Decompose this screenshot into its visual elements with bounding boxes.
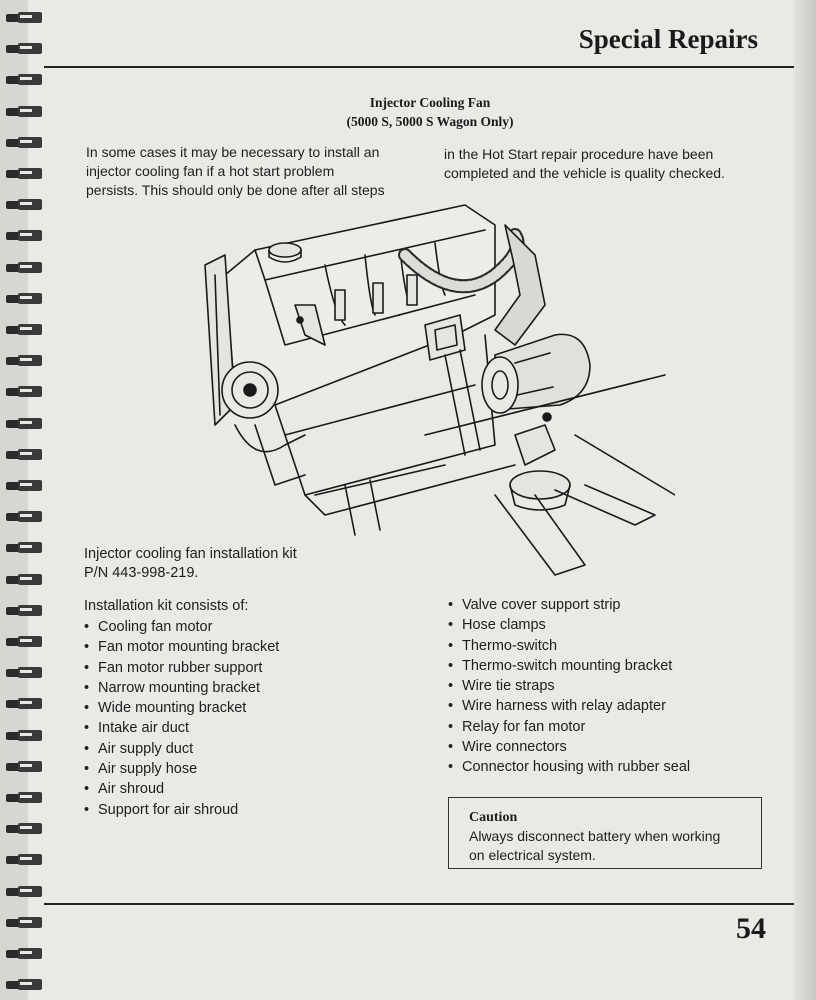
list-item: • Thermo-switch mounting bracket: [448, 656, 690, 676]
page-number: 54: [736, 912, 766, 945]
list-item: • Hose clamps: [448, 615, 690, 635]
binding-coil: [6, 886, 42, 898]
kit-consists-label: Installation kit consists of:: [84, 598, 249, 614]
binding-coil: [6, 230, 42, 242]
binding-coil: [6, 137, 42, 149]
intro-line: injector cooling fan if a hot start problem: [86, 163, 335, 179]
kit-label: [84, 545, 297, 583]
binding-coil: [6, 355, 42, 367]
section-title: Special Repairs: [578, 24, 758, 54]
spiral-binding: [0, 0, 48, 1000]
binding-coil: [6, 979, 42, 991]
binding-coil: [6, 511, 42, 523]
binding-coil: [6, 792, 42, 804]
kit-part-number: P/N 443-998-219.: [84, 565, 199, 581]
intro-column-1: [86, 143, 385, 200]
kit-items-left: [84, 617, 279, 820]
list-item: • Air supply hose: [84, 759, 279, 779]
binding-coil: [6, 293, 42, 305]
binding-coil: [6, 605, 42, 617]
list-item: • Cooling fan motor: [84, 617, 279, 637]
caution-line: on electrical system.: [469, 847, 596, 863]
binding-coil: [6, 74, 42, 86]
binding-coil: [6, 324, 42, 336]
binding-coil: [6, 386, 42, 398]
binding-coil: [6, 854, 42, 866]
binding-coil: [6, 917, 42, 929]
binding-coil: [6, 948, 42, 960]
list-item: • Fan motor mounting bracket: [84, 637, 279, 657]
header-rule: [44, 66, 794, 68]
list-item: • Support for air shroud: [84, 800, 279, 820]
intro-line: completed and the vehicle is quality checked.: [444, 165, 725, 181]
list-item: • Connector housing with rubber seal: [448, 757, 690, 777]
binding-coil: [6, 574, 42, 586]
list-item: • Narrow mounting bracket: [84, 678, 279, 698]
intro-line: In some cases it may be necessary to install an: [86, 144, 380, 160]
binding-coil: [6, 43, 42, 55]
caution-line: Always disconnect battery when working: [469, 828, 721, 844]
list-item: • Valve cover support strip: [448, 595, 690, 615]
list-item: • Air supply duct: [84, 739, 279, 759]
list-item: • Thermo-switch: [448, 636, 690, 656]
list-item: • Wire connectors: [448, 737, 690, 757]
binding-coil: [6, 106, 42, 118]
binding-coil: [6, 449, 42, 461]
binding-coil: [6, 698, 42, 710]
list-item: • Fan motor rubber support: [84, 658, 279, 678]
intro-line: in the Hot Start repair procedure have been: [444, 146, 714, 162]
list-item: • Air shroud: [84, 779, 279, 799]
footer-rule: [44, 903, 794, 905]
intro-column-2: [444, 145, 725, 183]
binding-coil: [6, 730, 42, 742]
intro-line: persists. This should only be done after all steps: [86, 182, 385, 198]
kit-items-right: [448, 595, 690, 778]
doc-title: Injector Cooling Fan: [369, 95, 491, 110]
binding-coil: [6, 761, 42, 773]
caution-title: Caution: [469, 810, 518, 825]
list-item: • Relay for fan motor: [448, 717, 690, 737]
binding-coil: [6, 168, 42, 180]
binding-coil: [6, 667, 42, 679]
engine-illustration: [195, 195, 675, 585]
list-item: • Wide mounting bracket: [84, 698, 279, 718]
binding-coil: [6, 418, 42, 430]
list-item: • Wire tie straps: [448, 676, 690, 696]
binding-coil: [6, 823, 42, 835]
binding-coil: [6, 199, 42, 211]
binding-coil: [6, 636, 42, 648]
list-item: • Wire harness with relay adapter: [448, 696, 690, 716]
binding-coil: [6, 480, 42, 492]
binding-coil: [6, 12, 42, 24]
doc-subtitle: (5000 S, 5000 S Wagon Only): [346, 114, 514, 129]
page-edge: [794, 0, 816, 1000]
kit-name: Injector cooling fan installation kit: [84, 546, 297, 562]
list-item: • Intake air duct: [84, 718, 279, 738]
binding-coil: [6, 262, 42, 274]
binding-coil: [6, 542, 42, 554]
caution-box: [448, 797, 762, 869]
